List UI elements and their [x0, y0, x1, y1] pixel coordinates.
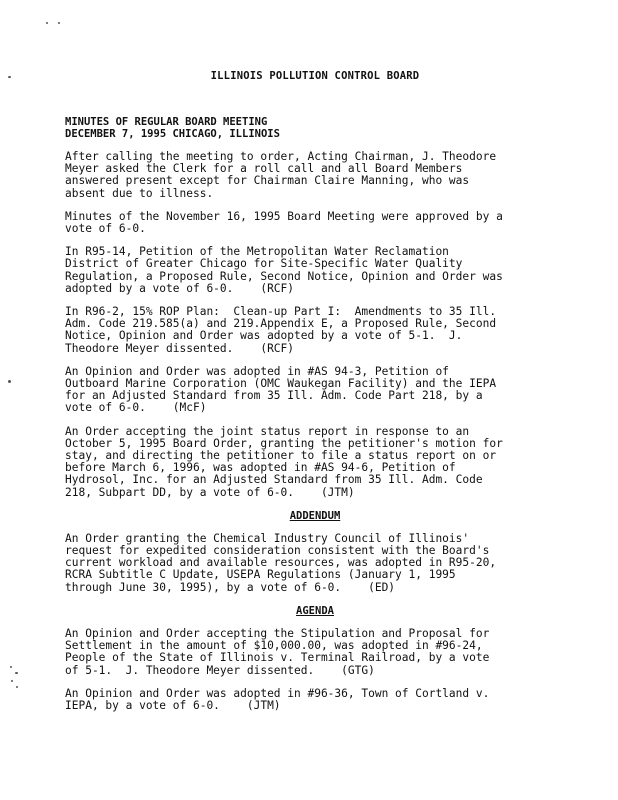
paragraph-96-24: An Opinion and Order accepting the Stipulation and Proposal for Settlement in the amount of $10,000.00, was adopted in #96-24, People of the State of Illinois v. Terminal Railroad, by a vote of 5-1. J. Theodore Meyer dissented. (GTG) [65, 626, 490, 677]
paragraph-r95-14: In R95-14, Petition of the Metropolitan Water Reclamation District of Greater Chicago for Site-Specific Water Quality Regulation, a Proposed Rule, Second Notice, Opinion and Order was adopted by a vote of 6-0. (RCF) [65, 245, 503, 295]
scan-speck [8, 76, 11, 78]
paragraph-minutes-approval: Minutes of the November 16, 1995 Board Meeting were approved by a vote of 6-0. [65, 209, 503, 236]
scan-speck [11, 680, 13, 682]
scan-speck [58, 22, 60, 24]
agenda-heading: AGENDA [296, 604, 334, 617]
paragraph-as-94-6: An Order accepting the joint status report in response to an October 5, 1995 Board Order, granting the petitioner's motion for stay, and directing the petitioner to file a status report on or before March 6, 1996, was adopted in #AS 94-6, Petition of Hydrosol, Inc. for an Adjusted Standard from 35 Ill. Adm. Code 218, Subpart DD, by a vote of 6-0. (JTM) [65, 424, 503, 499]
addendum-heading: ADDENDUM [289, 509, 341, 522]
scan-speck [8, 380, 11, 383]
document-title: ILLINOIS POLLUTION CONTROL BOARD [210, 70, 420, 82]
paragraph-as-94-3: An Opinion and Order was adopted in #AS 94-3, Petition of Outboard Marine Corporation (OMC Waukegan Facility) and the IEPA for an Adjusted Standard from 35 Ill. Adm. Code Part 218, by a vote of 6-0. (McF) [65, 364, 497, 415]
minutes-heading [65, 116, 565, 140]
paragraph-r96-2: In R96-2, 15% ROP Plan: Clean-up Part I: Amendments to 35 Ill. Adm. Code 219.585(a) and 219.Appendix E, a Proposed Rule, Second Notice, Opinion and Order was adopted by a vote of 5-1. J. Theodore Meyer dissented. (RCF) [65, 305, 497, 355]
scan-speck [46, 22, 48, 24]
scan-speck [15, 672, 18, 674]
scan-speck [10, 666, 12, 668]
paragraph-roll-call: After calling the meeting to order, Acting Chairman, J. Theodore Meyer asked the Clerk for a roll call and all Board Members answered present except for Chairman Claire Manning, who was absent due to illness. [65, 150, 497, 200]
document-body [65, 70, 565, 723]
paragraph-r95-20: An Order granting the Chemical Industry Council of Illinois' request for expedited consideration consistent with the Board's current workload and available resources, was adopted in R95-20, RCRA Subtitle C Update, USEPA Regulations (January 1, 1995 through June 30, 1995), by a vote of 6-0. (ED) [65, 531, 497, 594]
paragraph-96-36: An Opinion and Order was adopted in #96-36, Town of Cortland v. IEPA, by a vote of 6-0. (JTM) [65, 686, 490, 712]
scan-speck [16, 686, 18, 688]
minutes-heading-line1: MINUTES OF REGULAR BOARD MEETING [65, 116, 268, 128]
minutes-heading-line2: DECEMBER 7, 1995 CHICAGO, ILLINOIS [65, 128, 280, 140]
